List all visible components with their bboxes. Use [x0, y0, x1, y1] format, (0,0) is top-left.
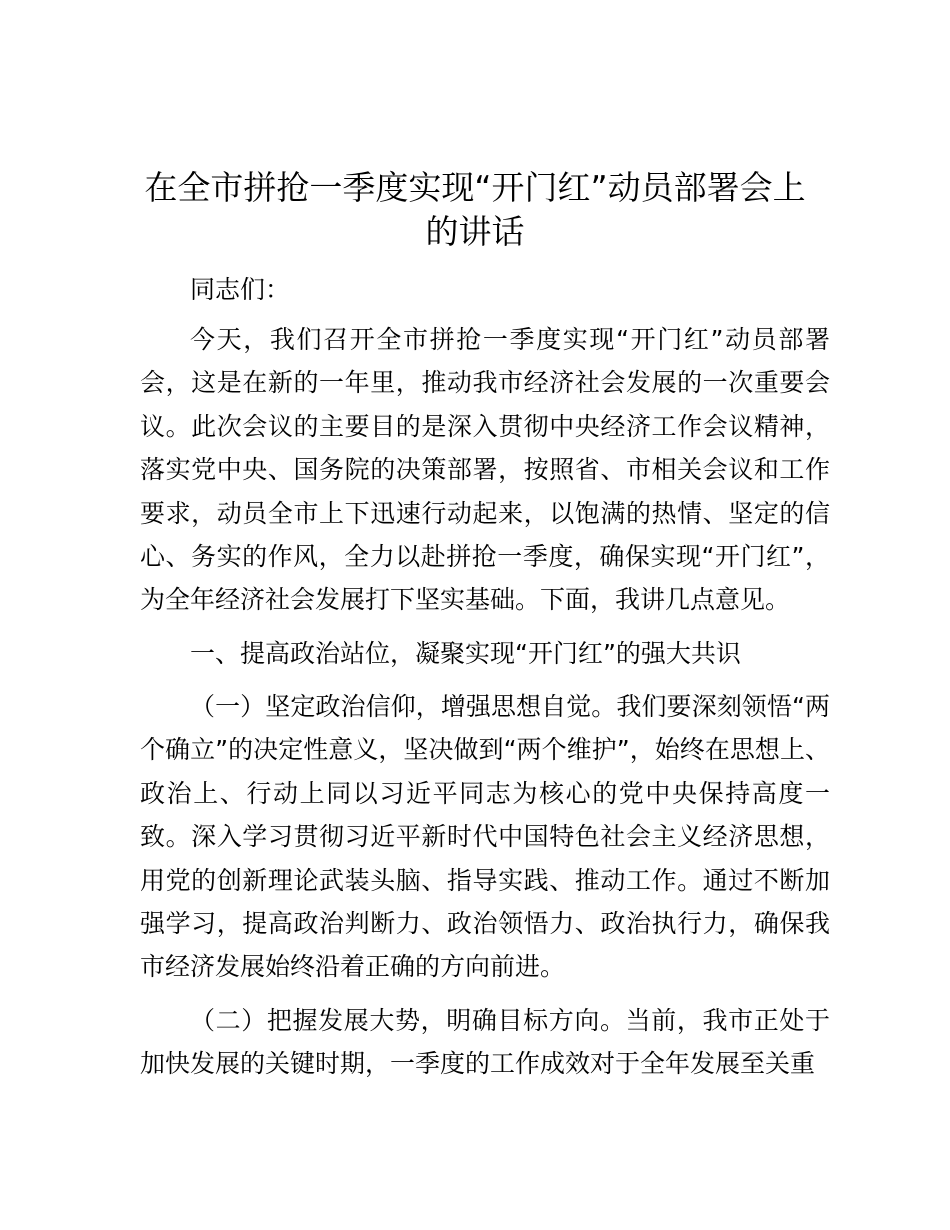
section-heading-1: 一、提高政治站位，凝聚实现“开门红”的强大共识 [190, 639, 741, 668]
paragraph-intro: 今天，我们召开全市拼抢一季度实现“开门红”动员部署会，这是在新的一年里，推动我市经济社会发展的一次重要会议。此次会议的主要目的是深入贯彻中央经济工作会议精神，落实党中央、国务院的决策部署，按照省、市相关会议和工作要求，动员全市上下迅速行动起来，以饱满的热情、坚定的信心、务实的作风，全力以赴拼抢一季度，确保实现“开门红”，为全年经济社会发展打下坚实基础。下面，我讲几点意见。 [140, 325, 830, 615]
document-title: 在全市拼抢一季度实现“开门红”动员部署会上的讲话 [144, 168, 806, 251]
paragraph-subsection-1: （一）坚定政治信仰，增强思想自觉。我们要深刻领悟“两个确立”的决定性意义，坚决做到“两个维护”，始终在思想上、政治上、行动上同以习近平同志为核心的党中央保持高度一致。深入学习贯彻习近平新时代中国特色社会主义经济思想，用党的创新理论武装头脑、指导实践、推动工作。通过不断加强学习，提高政治判断力、政治领悟力、政治执行力，确保我市经济发展始终沿着正确的方向前进。 [140, 692, 830, 982]
paragraph-subsection-2: （二）把握发展大势，明确目标方向。当前，我市正处于加快发展的关键时期，一季度的工作成效对于全年发展至关重 [140, 1006, 830, 1079]
greeting: 同志们： [190, 275, 291, 304]
